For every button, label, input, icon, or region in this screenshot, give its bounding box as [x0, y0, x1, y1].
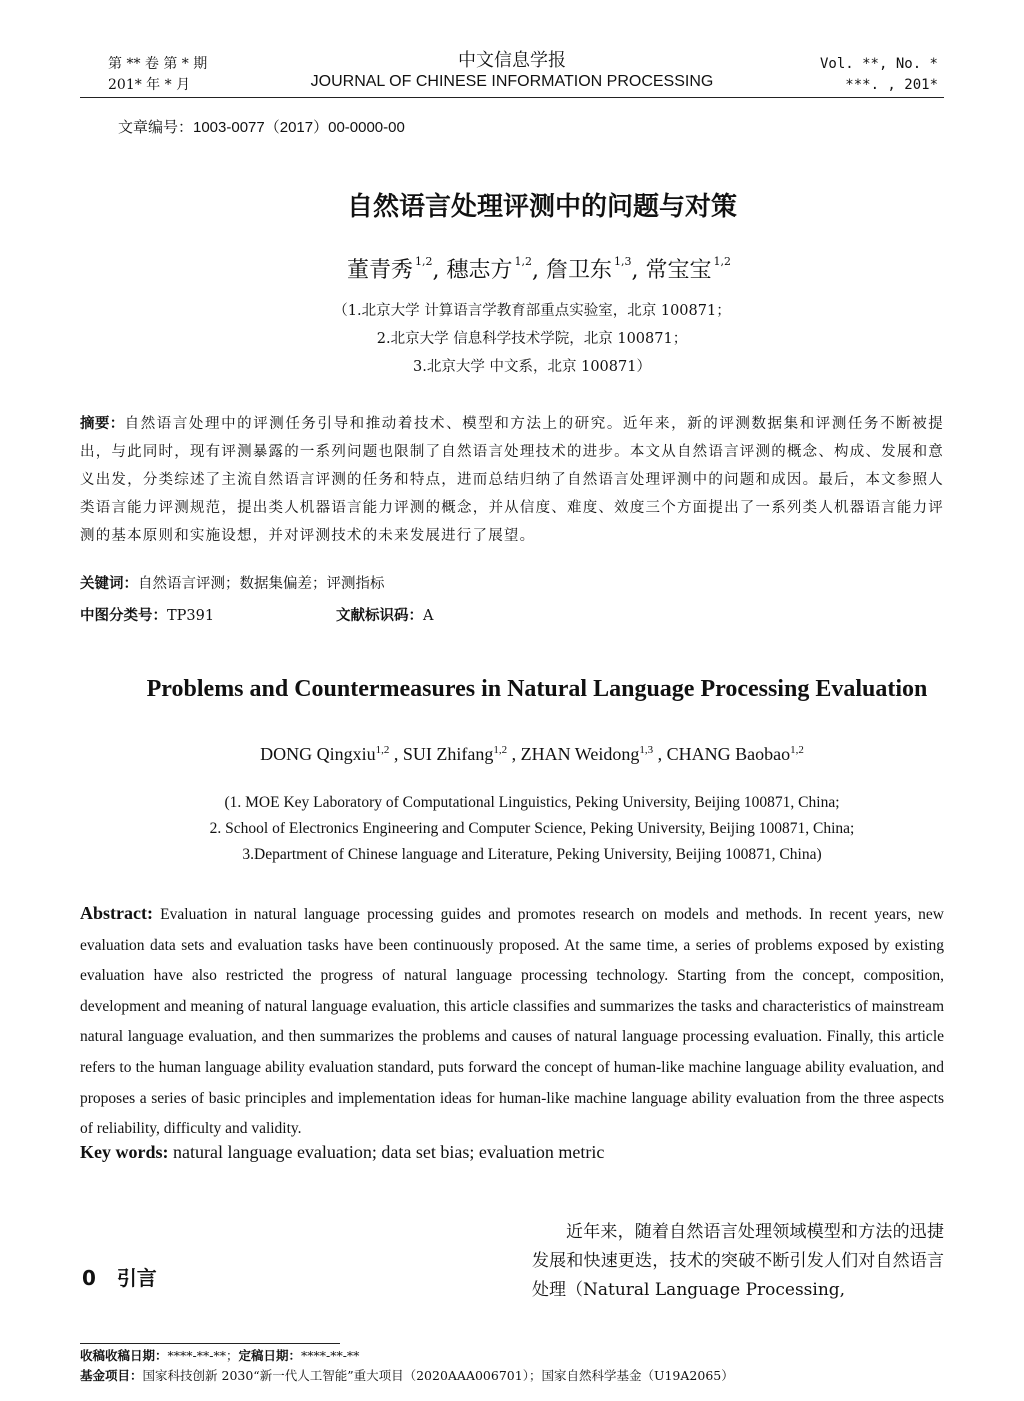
affiliations-cn — [0, 297, 1024, 381]
author-affiliation-mark: 1,2 — [713, 255, 732, 268]
affiliation-line: 2.北京大学 信息科学技术学院，北京 100871； — [376, 331, 688, 347]
affiliation-line: 3.Department of Chinese language and Literature, Peking University, Beijing 100871, China) — [242, 846, 822, 863]
keywords-cn-text: 自然语言评测；数据集偏差；评测指标 — [138, 576, 385, 592]
author-affiliation-mark: 1,2 — [493, 744, 508, 756]
author-name: 常宝宝 — [645, 258, 712, 283]
fund-label: 基金项目： — [80, 1368, 143, 1383]
author-affiliation-mark: 1,3 — [639, 744, 654, 756]
author-name: SUI Zhifang — [402, 744, 494, 764]
keywords-en-text: natural language evaluation; data set bias; evaluation metric — [173, 1142, 605, 1162]
author-affiliation-mark: 1,3 — [614, 255, 632, 268]
header-volume-info — [820, 54, 938, 96]
author-name: 董青秀 — [346, 258, 413, 283]
keywords-cn-label: 关键词： — [80, 576, 138, 592]
keywords-en-label: Key words: — [80, 1142, 169, 1162]
received-value: ****-**-**； — [167, 1348, 239, 1363]
document-code — [336, 604, 433, 625]
section-number: 0 — [82, 1266, 96, 1290]
final-value: ****-**-** — [300, 1348, 360, 1363]
header-date-en: ***. , 201* — [845, 77, 938, 93]
footnote — [80, 1346, 734, 1386]
abstract-cn-text: 自然语言处理中的评测任务引导和推动着技术、模型和方法上的研究。近年来，新的评测数据集和评测任务不断被提出，与此同时，现有评测暴露的一系列问题也限制了自然语言处理技术的进步。本文从自然语言评测的概念、构成、发展和意义出发，分类综述了主流自然语言评测的任务和特点，进而总结归纳了自然语言处理评测中的问题和成因。最后，本文参照人类语言能力评测规范，提出类人机器语言能力评测的概念，并从信度、难度、效度三个方面提出了一系列类人机器语言能力评测的基本原则和实施设想，并对评测技术的未来发展进行了展望。 — [80, 416, 944, 544]
section-heading — [82, 1262, 157, 1291]
affiliation-line: (1. MOE Key Laboratory of Computational Linguistics, Peking University, Beijing 100871, China; — [224, 794, 840, 811]
footnote-rule — [80, 1343, 340, 1344]
affiliation-line: （1.北京大学 计算语言学教育部重点实验室，北京 100871； — [333, 303, 731, 319]
paper-title-en: Problems and Countermeasures in Natural Language Processing Evaluation — [146, 676, 928, 702]
author-affiliation-mark: 1,2 — [414, 255, 433, 268]
received-label: 收稿收稿日期： — [80, 1348, 168, 1363]
affiliation-line: 3.北京大学 中文系，北京 100871） — [413, 359, 651, 375]
footnote-funding — [80, 1366, 734, 1386]
paper-title-cn: 自然语言处理评测中的问题与对策 — [346, 192, 737, 222]
section-title: 引言 — [116, 1266, 157, 1290]
journal-name-en: JOURNAL OF CHINESE INFORMATION PROCESSING — [310, 73, 714, 90]
author-affiliation-mark: 1,2 — [514, 255, 532, 268]
clc-number — [80, 604, 214, 625]
header-rule — [80, 97, 944, 98]
affiliation-line: 2. School of Electronics Engineering and Computer Science, Peking University, Beijing 100871, China; — [209, 820, 855, 837]
header-vol-no: Vol. **, No. * — [819, 56, 938, 72]
fund-text: 国家科技创新 2030“新一代人工智能”重大项目（2020AAA006701）；国家自然科学基金（U19A2065） — [142, 1368, 734, 1383]
intro-paragraph — [532, 1218, 944, 1305]
clc-value: TP391 — [167, 608, 215, 624]
authors-en: DONG Qingxiu$^{1,2}$ , SUI Zhifang$^{1,2}$ , ZHAN Weidong$^{1,3}$ , CHANG Baobao$^{1,2}$ — [260, 744, 804, 764]
affiliations-en — [0, 790, 1024, 868]
footnote-dates — [80, 1346, 734, 1366]
abstract-cn — [80, 410, 944, 550]
doc-code-value: A — [423, 608, 434, 624]
authors-cn: 董青秀 $^{1,2}$, 穗志方 $^{1,2}$, 詹卫东 $^{1,3}$, 常宝宝 $^{1,2}$ — [346, 255, 732, 283]
author-name: CHANG Baobao — [666, 744, 791, 764]
article-number: 文章编号：1003-0077（2017）00-0000-00 — [118, 119, 405, 136]
author-name: ZHAN Weidong — [520, 744, 640, 764]
doc-code-label: 文献标识码： — [336, 608, 423, 624]
intro-text: 近年来，随着自然语言处理领域模型和方法的迅捷发展和快速更迭，技术的突破不断引发人们对自然语言处理（Natural Language Processing, — [532, 1222, 944, 1300]
abstract-cn-label: 摘要： — [80, 416, 125, 432]
author-name: DONG Qingxiu — [260, 744, 376, 764]
keywords-cn — [80, 572, 385, 593]
author-affiliation-mark: 1,2 — [790, 744, 804, 756]
author-name: 詹卫东 — [546, 258, 613, 283]
keywords-en — [80, 1142, 604, 1163]
author-affiliation-mark: 1,2 — [375, 744, 390, 756]
abstract-en-text: Evaluation in natural language processing guides and promotes research on models and methods. In recent years, new evaluation data sets and evaluation tasks have been continuously proposed. At the same time, a series of problems exposed by existing evaluation have also restricted the progress of natural language processing technology. Starting from the concept, composition, development and meaning of natural language evaluation, this article classifies and summarizes the tasks and characteristics of mainstream natural language evaluation, and then summarizes the problems and causes of natural language processing evaluation. Finally, this article refers to the human language ability evaluation standard, puts forward the concept of human-like machine language ability evaluation, and proposes a series of basic principles and implementation ideas for human-like machine language ability evaluation from the three aspects of reliability, difficulty and validity. — [80, 906, 944, 1138]
abstract-en — [80, 898, 944, 1145]
author-name: 穗志方 — [446, 258, 513, 283]
header-year-month: 201* 年 * 月 — [108, 77, 191, 93]
final-label: 定稿日期： — [238, 1348, 301, 1363]
header-volume-issue: 第 ** 卷 第 * 期 — [108, 56, 208, 72]
abstract-en-label: Abstract: — [80, 903, 153, 923]
clc-label: 中图分类号： — [80, 608, 167, 624]
journal-name-cn: 中文信息学报 — [458, 50, 566, 71]
